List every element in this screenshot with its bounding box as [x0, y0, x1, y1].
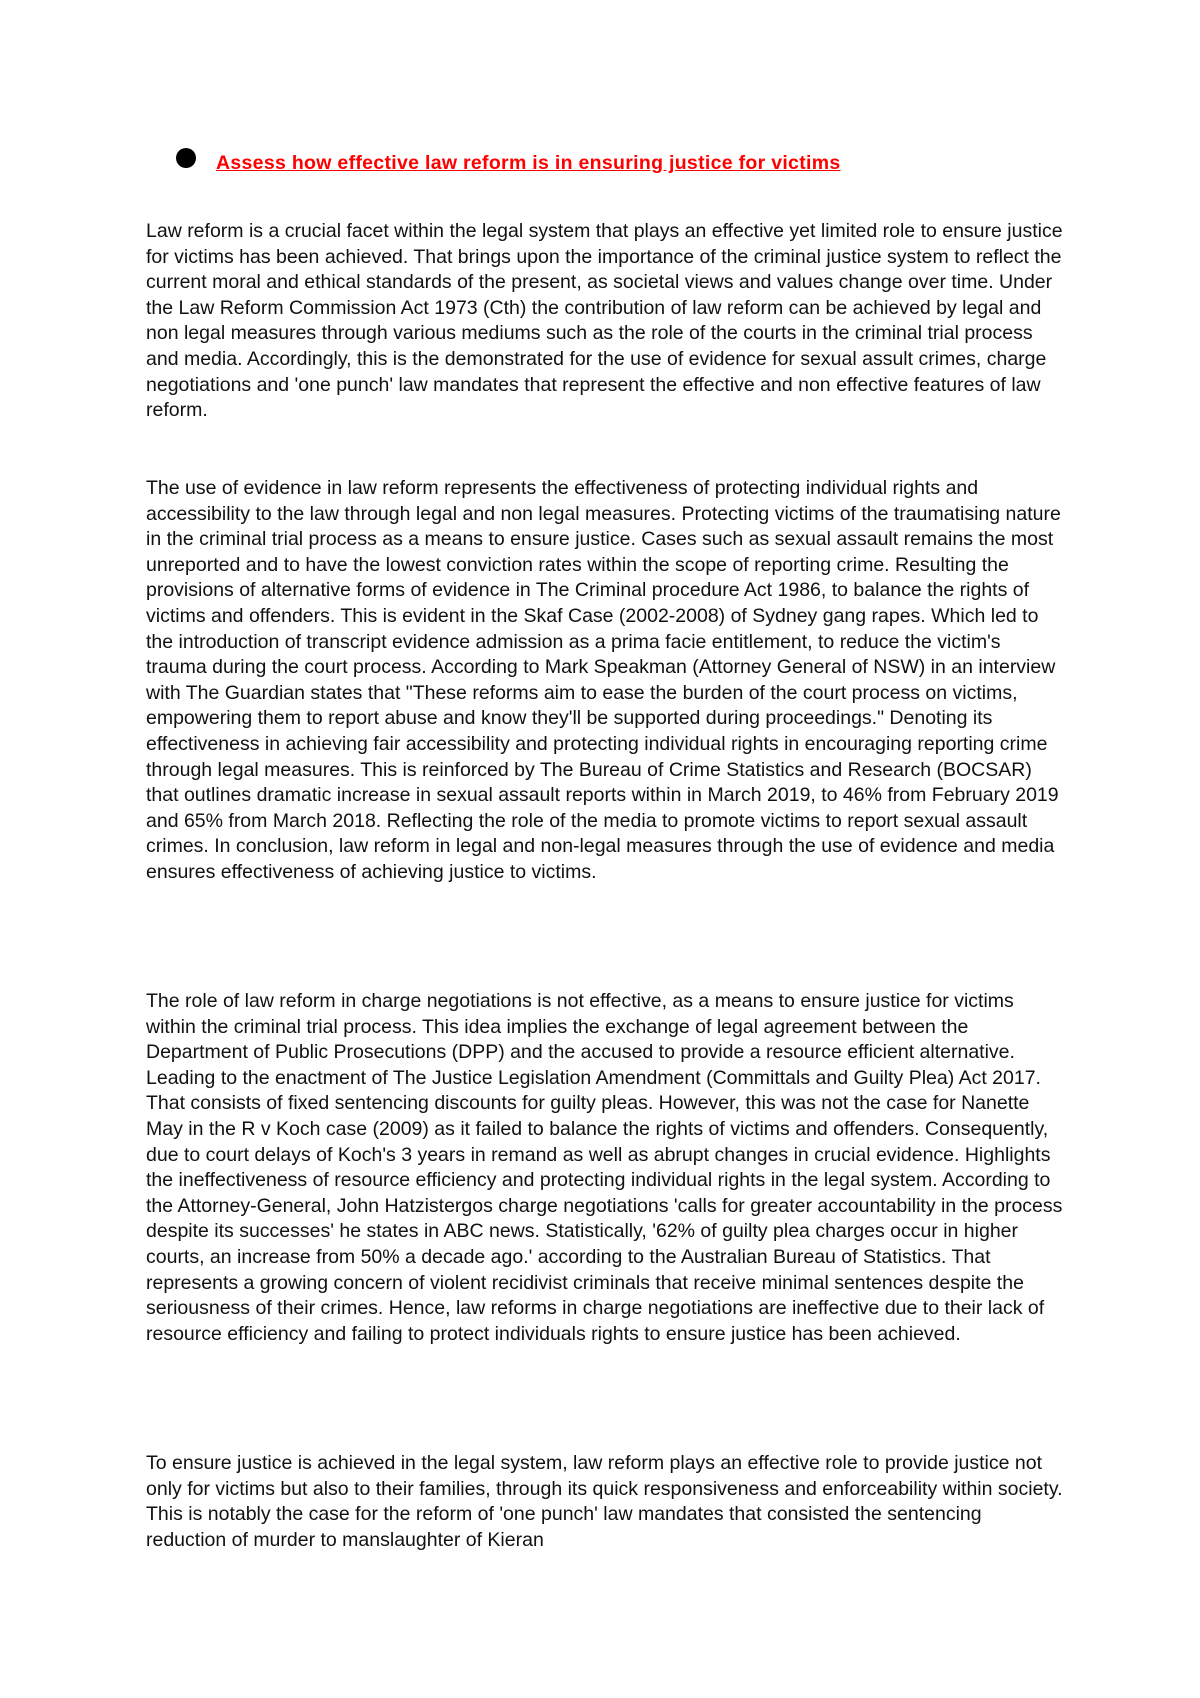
paragraph-one-punch-law: To ensure justice is achieved in the legal system, law reform plays an effective role to provide justice not only for victims but also to their families, through its quick responsiveness and enforceability within society. This is notably the case for the reform of 'one punch' law mandates that consisted the sentencing reduction of murder to manslaughter of Kieran — [146, 1452, 1063, 1551]
paragraph-use-of-evidence: The use of evidence in law reform represents the effectiveness of protecting individual rights and accessibility to the law through legal and non legal measures. Protecting victims of the traumatising nature in the criminal trial process as a means to ensure justice. Cases such as sexual assault remains the most unreported and to have the lowest conviction rates within the scope of reporting crime. Resulting the provisions of alternative forms of evidence in The Criminal procedure Act 1986, to balance the rights of victims and offenders. This is evident in the Skaf Case (2002-2008) of Sydney gang rapes. Which led to the introduction of transcript evidence admission as a prima facie entitlement, to reduce the victim's trauma during the court process. According to Mark Speakman (Attorney General of NSW) in an interview with The Guardian states that "These reforms aim to ease the burden of the court process on victims, empowering them to report abuse and know they'll be supported during proceedings." Denoting its effectiveness in achieving fair accessibility and protecting individual rights in encouraging reporting crime through legal measures. This is reinforced by The Bureau of Crime Statistics and Research (BOCSAR) that outlines dramatic increase in sexual assault reports within in March 2019, to 46% from February 2019 and 65% from March 2018. Reflecting the role of the media to promote victims to report sexual assault crimes. In conclusion, law reform in legal and non-legal measures through the use of evidence and media ensures effectiveness of achieving justice to victims. — [146, 477, 1061, 883]
heading-row — [176, 152, 841, 175]
paragraph-charge-negotiations: The role of law reform in charge negotiations is not effective, as a means to ensure justice for victims within the criminal trial process. This idea implies the exchange of legal agreement between the Department of Public Prosecutions (DPP) and the accused to provide a resource efficient alternative. Leading to the enactment of The Justice Legislation Amendment (Committals and Guilty Plea) Act 2017. That consists of fixed sentencing discounts for guilty pleas. However, this was not the case for Nanette May in the R v Koch case (2009) as it failed to balance the rights of victims and offenders. Consequently, due to court delays of Koch's 3 years in remand as well as abrupt changes in crucial evidence. Highlights the ineffectiveness of resource efficiency and protecting individual rights in the legal system. According to the Attorney-General, John Hatzistergos charge negotiations 'calls for greater accountability in the process despite its successes' he states in ABC news. Statistically, '62% of guilty plea charges occur in higher courts, an increase from 50% a decade ago.' according to the Australian Bureau of Statistics. That represents a growing concern of violent recidivist criminals that receive minimal sentences despite the seriousness of their crimes. Hence, law reforms in charge negotiations are ineffective due to their lack of resource efficiency and failing to protect individuals rights to ensure justice has been achieved. — [146, 990, 1063, 1345]
paragraph-introduction: Law reform is a crucial facet within the legal system that plays an effective yet limited role to ensure justice for victims has been achieved. That brings upon the importance of the criminal justice system to reflect the current moral and ethical standards of the present, as societal views and values change over time. Under the Law Reform Commission Act 1973 (Cth) the contribution of law reform can be achieved by legal and non legal measures through various mediums such as the role of the courts in the criminal trial process and media. Accordingly, this is the demonstrated for the use of evidence for sexual assult crimes, charge negotiations and 'one punch' law mandates that represent the effective and non effective features of law reform. — [146, 220, 1063, 422]
bullet-icon — [176, 148, 196, 168]
essay-question-heading: Assess how effective law reform is in ensuring justice for victims — [216, 152, 841, 174]
